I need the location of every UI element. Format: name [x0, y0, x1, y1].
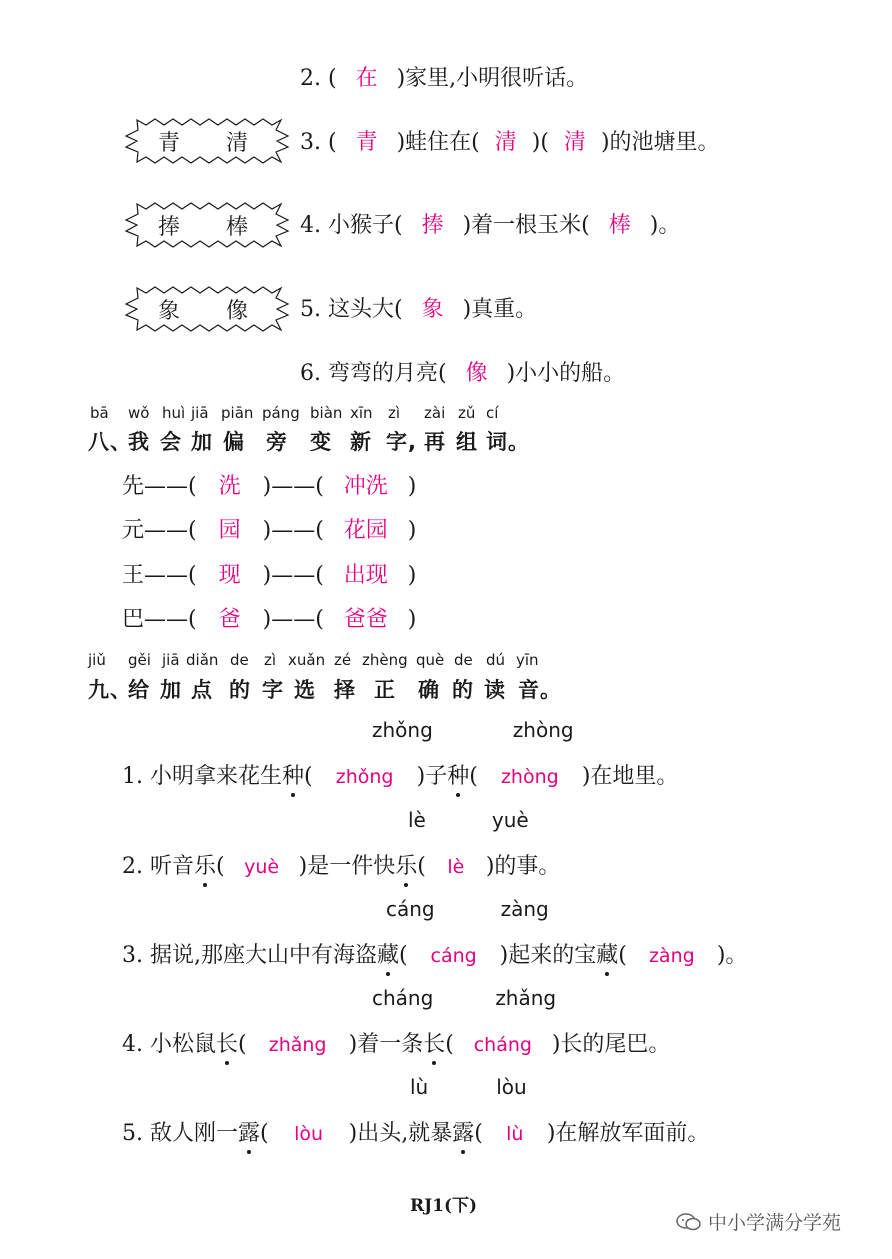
- s7-line-4: 4. 小猴子( 捧 )着一根玉米( 棒 )。: [300, 213, 681, 238]
- page-footer: RJ1(下): [410, 1196, 478, 1216]
- s7-line-5: 5. 这头大( 象 )真重。: [300, 297, 538, 322]
- s9-options-3: cáng zàng: [386, 897, 549, 921]
- pinyin: què: [416, 651, 445, 669]
- pinyin: xuǎn: [288, 651, 326, 669]
- pinyin: jiǔ: [88, 651, 106, 669]
- dotted-char: 露: [452, 1121, 475, 1146]
- dotted-char: 种: [447, 764, 470, 789]
- char-pair-burst-2: [122, 200, 292, 250]
- s9-item-2: 2. 听音乐( yuè )是一件快乐( lè )的事。: [122, 854, 561, 879]
- pinyin: biàn: [310, 404, 343, 422]
- dotted-char: 露: [238, 1121, 261, 1146]
- burst-char-b: 棒: [226, 215, 249, 240]
- pinyin: huì: [162, 404, 186, 422]
- s9-item-1: 1. 小明拿来花生种( zhǒng )子种( zhòng )在地里。: [122, 764, 679, 789]
- s9-item-3: 3. 据说,那座大山中有海盗藏( cáng )起来的宝藏( zàng )。: [122, 943, 748, 968]
- s8-row: 王——( 现 )——( 出现 ): [122, 563, 417, 588]
- pinyin: zǔ: [458, 404, 476, 422]
- dotted-char: 长: [423, 1032, 446, 1057]
- pinyin: diǎn: [186, 651, 219, 669]
- pinyin: zì: [388, 404, 401, 422]
- pinyin: zì: [264, 651, 277, 669]
- pinyin: zài: [424, 404, 446, 422]
- pinyin: yīn: [516, 651, 539, 669]
- s8-heading: 八、 我 会 加 偏 旁 变 新 字, 再 组 词。: [88, 430, 530, 454]
- wechat-icon: [676, 1212, 702, 1232]
- s9-options-5: lù lòu: [410, 1075, 527, 1099]
- pinyin: piān: [221, 404, 254, 422]
- s9-item-5: 5. 敌人刚一露( lòu )出头,就暴露( lù )在解放军面前。: [122, 1121, 710, 1146]
- pinyin: dú: [486, 651, 506, 669]
- pinyin: cí: [486, 404, 499, 422]
- pinyin: zé: [334, 651, 352, 669]
- s7-line-6: 6. 弯弯的月亮( 像 )小小的船。: [300, 361, 626, 386]
- burst-char-a: 象: [158, 299, 181, 324]
- s9-options-4: cháng zhǎng: [372, 986, 557, 1010]
- dotted-char: 藏: [377, 943, 400, 968]
- s9-options-2: lè yuè: [408, 808, 529, 832]
- burst-char-b: 清: [226, 131, 249, 156]
- char-pair-burst-3: [122, 284, 292, 334]
- dotted-char: 乐: [194, 854, 217, 879]
- s8-pinyin-row: [88, 404, 548, 424]
- s8-row: 元——( 园 )——( 花园 ): [122, 518, 417, 543]
- s9-pinyin-row: [88, 651, 568, 671]
- pinyin: jiā: [162, 651, 180, 669]
- char-pair-burst-1: [122, 116, 292, 166]
- pinyin: zhèng: [362, 651, 408, 669]
- pinyin: páng: [262, 404, 300, 422]
- watermark: [676, 1208, 841, 1235]
- s7-line-3: 3. ( 青 )蛙住在( 清 )( 清 )的池塘里。: [300, 130, 720, 155]
- s7-line-2: 2. ( 在 )家里,小明很听话。: [300, 66, 589, 91]
- s9-options-1: zhǒng zhòng: [372, 718, 574, 742]
- s8-row: 先——( 洗 )——( 冲洗 ): [122, 474, 417, 499]
- dotted-char: 长: [216, 1032, 239, 1057]
- pinyin: bā: [90, 404, 109, 422]
- pinyin: de: [230, 651, 249, 669]
- pinyin: gěi: [128, 651, 151, 669]
- burst-char-a: 青: [158, 131, 181, 156]
- s9-item-4: 4. 小松鼠长( zhǎng )着一条长( cháng )长的尾巴。: [122, 1032, 671, 1057]
- pinyin: wǒ: [128, 404, 150, 422]
- s9-heading: 九、 给 加 点 的 字 选 择 正 确 的 读 音。: [88, 678, 562, 702]
- burst-char-b: 像: [226, 299, 249, 324]
- dotted-char: 藏: [596, 943, 619, 968]
- watermark-text: 中小学满分学苑: [708, 1212, 842, 1234]
- dotted-char: 种: [282, 764, 305, 789]
- pinyin: jiā: [191, 404, 209, 422]
- burst-char-a: 捧: [158, 215, 181, 240]
- pinyin: xīn: [350, 404, 373, 422]
- s8-row: 巴——( 爸 )——( 爸爸 ): [122, 607, 417, 632]
- dotted-char: 乐: [395, 854, 418, 879]
- pinyin: de: [454, 651, 473, 669]
